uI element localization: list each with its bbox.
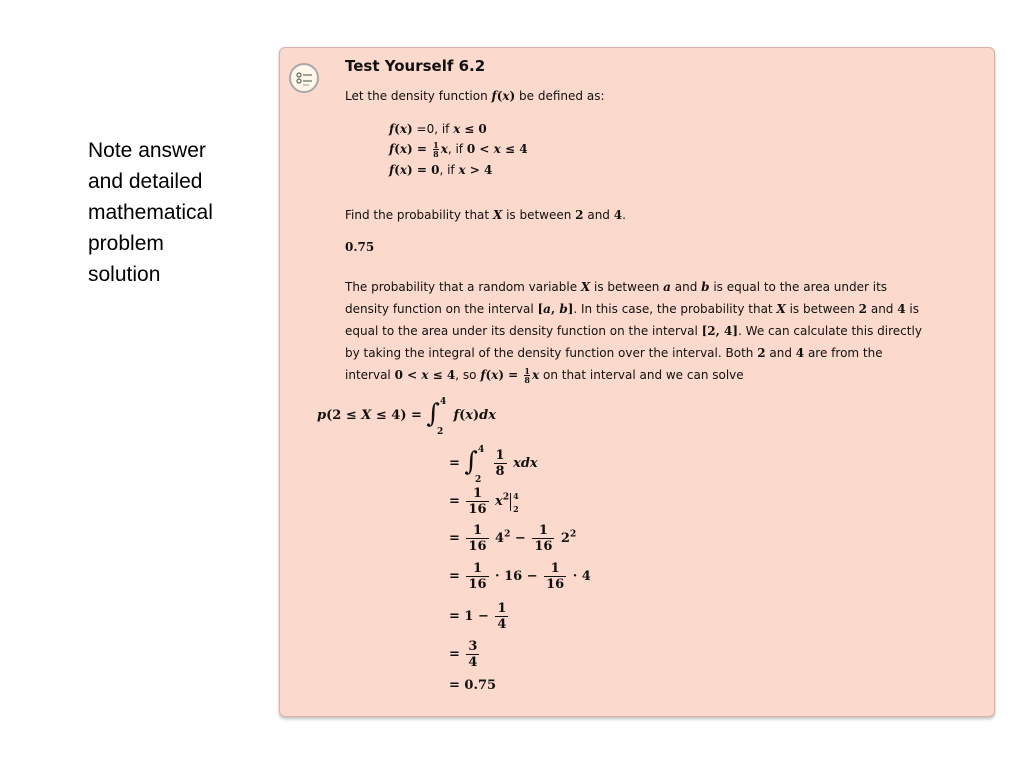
test-yourself-card [279,47,995,717]
explanation-line: by taking the integral of the density function over the interval. Both 2 and 4 are from the [345,346,883,360]
list-checklist-icon [289,63,319,93]
definition-line: f(x) = 0, if x > 4 [389,163,493,177]
derivation-step: = 0.75 [449,678,497,693]
explanation-line: equal to the area under its density function on the interval [2, 4]. We can calculate this directly [345,324,922,338]
explanation-line: density function on the interval [a, b]. In this case, the probability that X is between 2 and 4 is [345,302,920,316]
side-note-line: solution [88,263,161,286]
definition-line: f(x) = $\frac{1}{8}$ x, if 0 < x ≤ 4 [389,140,528,159]
derivation-step: = $\frac{3}{4}$ [449,639,478,670]
derivation-step: = $\frac{1}{16}$ $x^2$ 4 2 [449,486,521,517]
answer-value: 0.75 [345,240,375,254]
explanation-line: The probability that a random variable X is between a and b is equal to the area under its [345,280,888,294]
derivation-step: = $\frac{1}{16}$ · 16 − $\frac{1}{16}$ · 4 [449,561,591,592]
question-text: Find the probability that X is between 2 and 4. [345,208,626,222]
derivation-step: p(2 ≤ X ≤ 4) = ∫ 4 2 f(x)dx [317,396,497,437]
derivation-step: = 1 − $\frac{1}{4}$ [449,601,507,632]
intro-text: Let the density function f(x) be defined as: [345,89,605,103]
side-note-line: mathematical [88,201,213,224]
derivation-step: = $\frac{1}{16}$ $4^2$ − $\frac{1}{16}$ $2^2$ [449,523,577,554]
card-title: Test Yourself 6.2 [345,57,486,75]
explanation-line: interval 0 < x ≤ 4, so f(x) = $\frac{1}{8}$ x on that interval and we can solve [345,366,744,385]
derivation-step: = ∫ 4 2 $\frac{1}{8}$ xdx [449,444,538,485]
definition-line: f(x) =0, if x ≤ 0 [389,122,487,136]
side-note-line: problem [88,232,164,255]
side-note-line: and detailed [88,170,203,193]
side-note-line: Note answer [88,139,206,162]
side-note [88,135,258,290]
